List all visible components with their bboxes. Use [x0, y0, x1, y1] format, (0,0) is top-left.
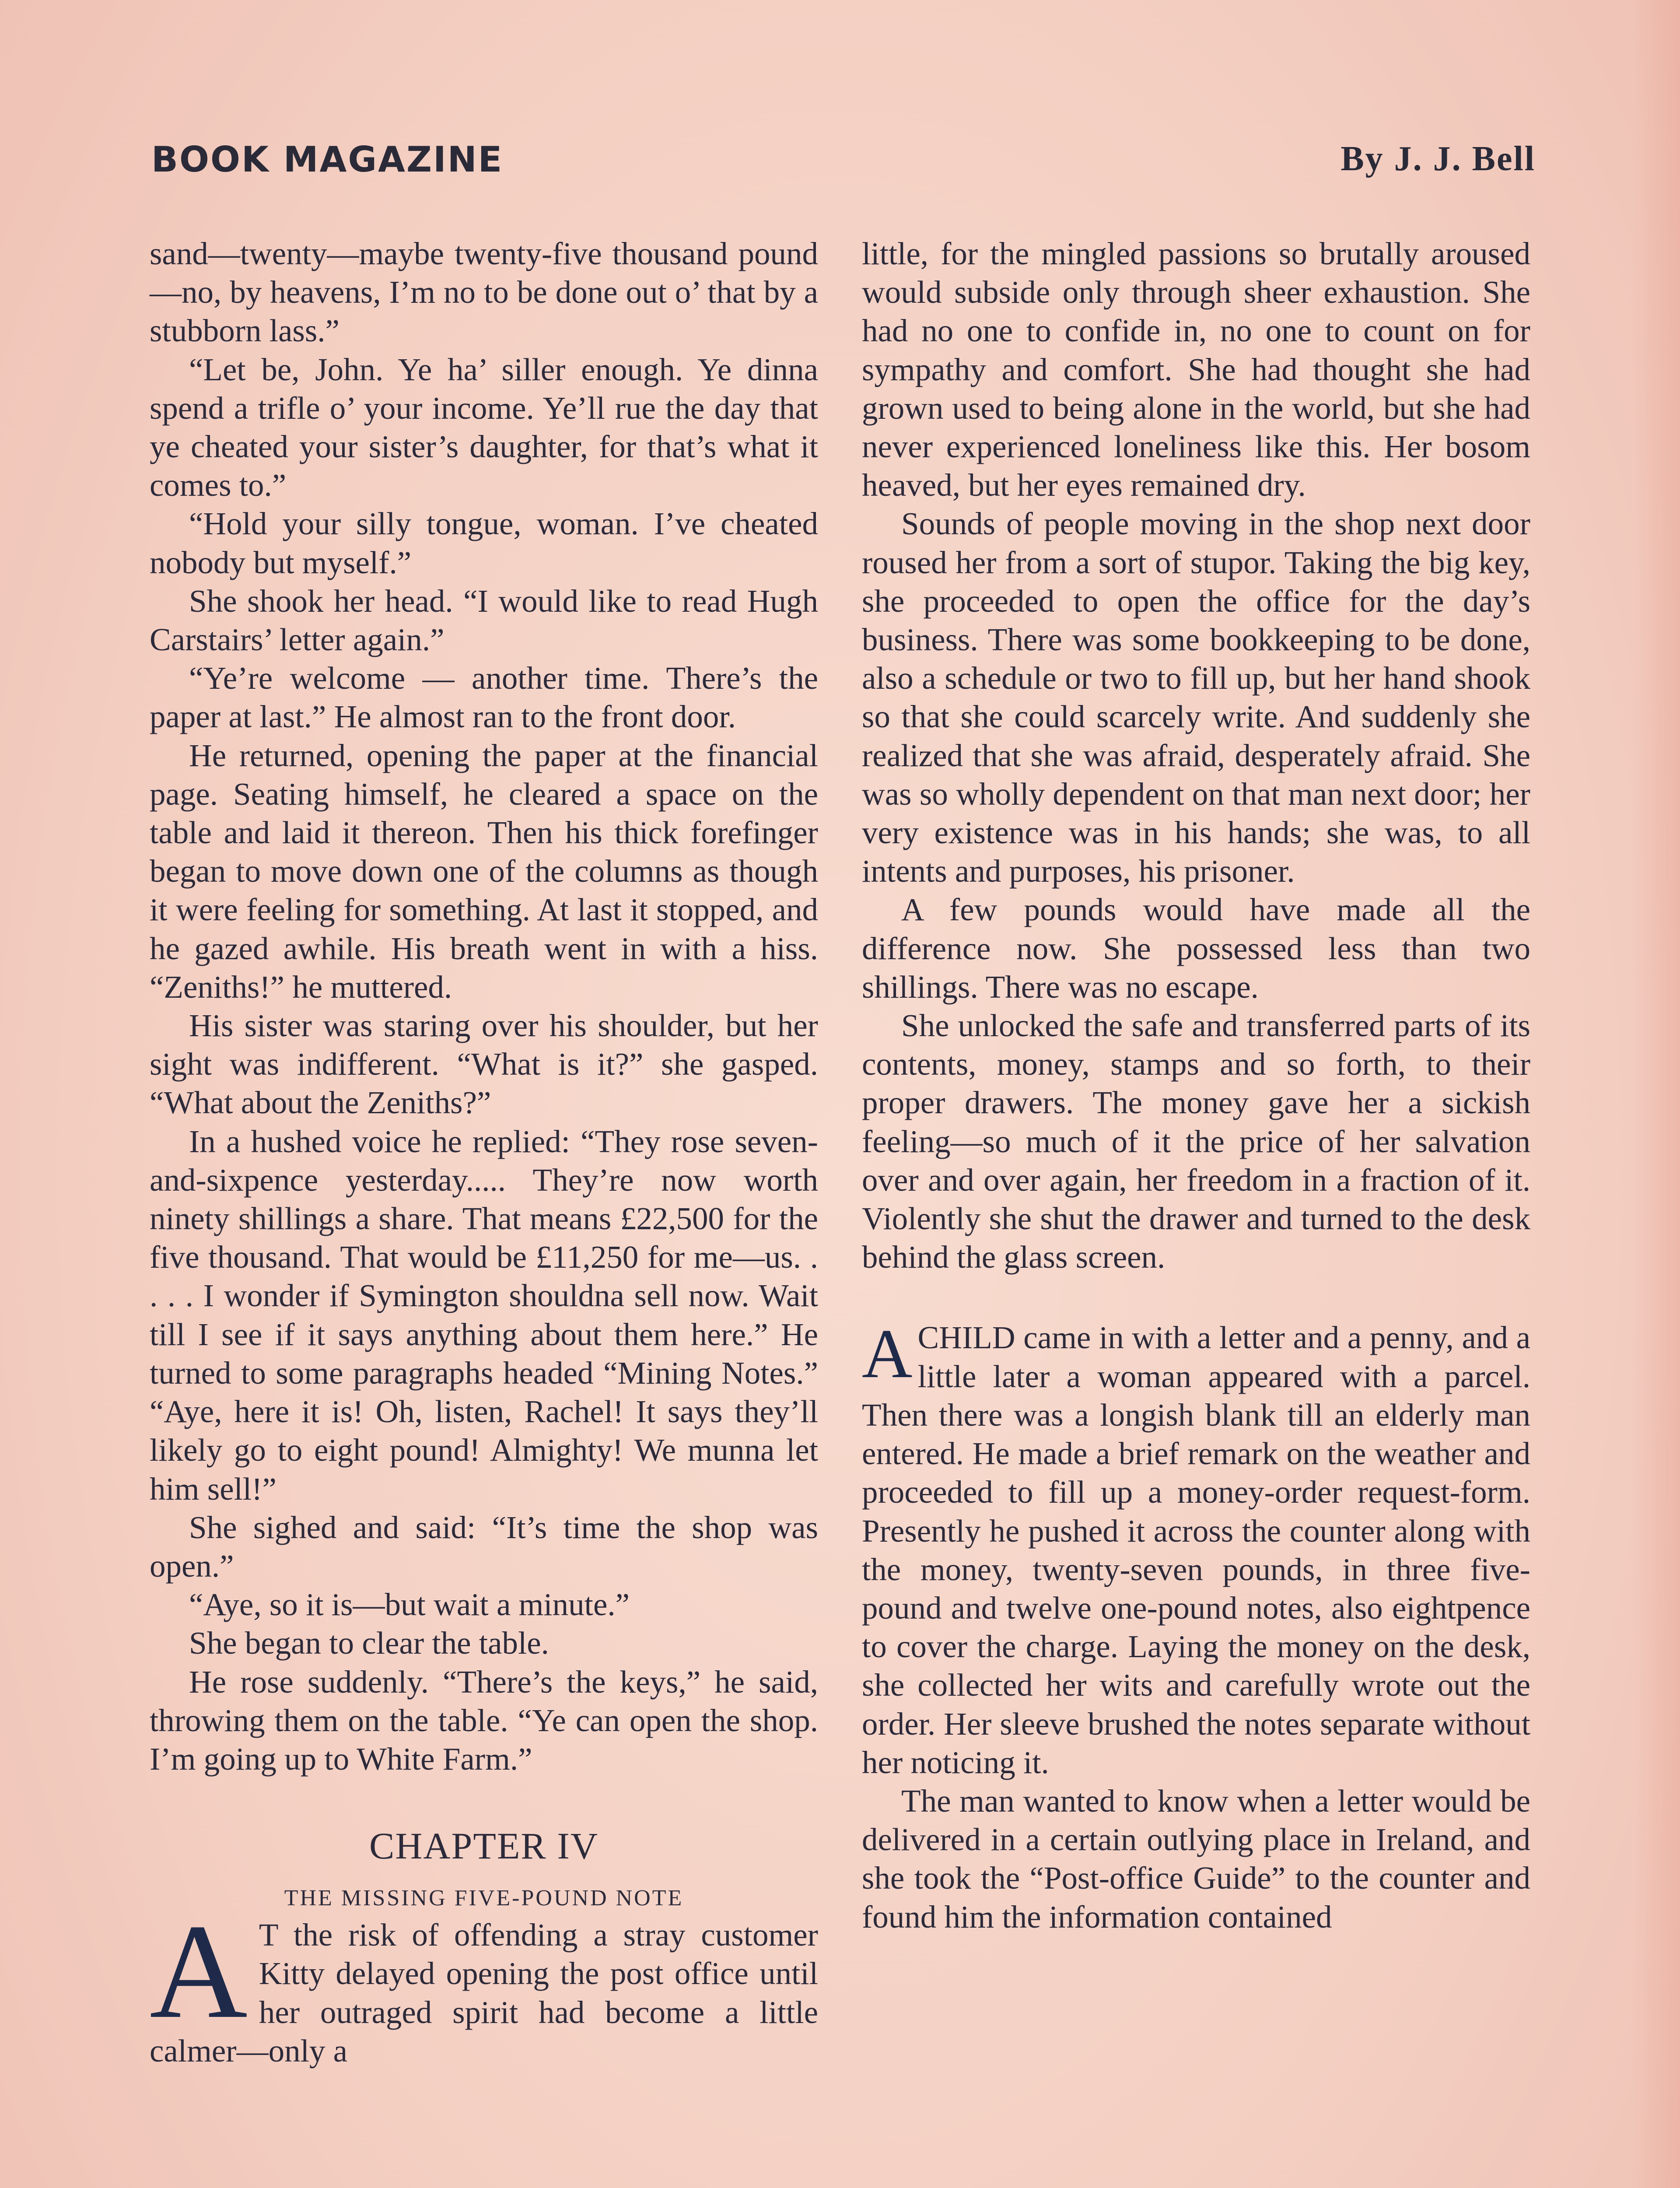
page-edge-shading [1632, 0, 1680, 2188]
chapter-subtitle: THE MISSING FIVE-POUND NOTE [284, 1886, 684, 1911]
section-break [862, 1276, 1530, 1318]
paragraph: She began to clear the table. [189, 1625, 549, 1661]
paragraph: She sighed and said: “It’s time the shop was open.” [150, 1509, 818, 1584]
paragraph: “Let be, John. Ye ha’ siller enough. Ye dinna spend a trifle o’ your income. Ye’ll rue the day that ye cheated your sister’s daughter, for that’s what it comes to.” [150, 351, 818, 503]
paragraph: In a hushed voice he replied: “They rose seven-and-sixpence yesterday..... They’re now worth ninety shillings a share. That means £22,500 for the five thousand. That would be £11,250 for me—us. . . . . I wonder if Symington shouldna sell now. Wait till I see if it says anything about them here.” He turned to some paragraphs headed “Mining Notes.” “Aye, here it is! Oh, listen, Rachel! It says they’ll likely go to eight pound! Almighty! We munna let him sell!” [150, 1123, 818, 1507]
paragraph: “Hold your silly tongue, woman. I’ve cheated nobody but myself.” [150, 506, 818, 580]
section-opening-paragraph [862, 1315, 1530, 1781]
right-column [862, 235, 1530, 1936]
chapter-opening-text: T the risk of offending a stray customer Kitty delayed opening the post office until her outraged spirit had become a little calmer—only a [150, 1917, 818, 2069]
paragraph: little, for the mingled passions so brutally aroused would subside only through sheer exhaustion. She had no one to confide in, no one to count on for sympathy and comfort. She had thought she had grown used to being alone in the world, but she had never experienced loneliness like this. Her bosom heaved, but her eyes remained dry. [862, 236, 1530, 503]
paragraph: She shook her head. “I would like to read Hugh Carstairs’ letter again.” [150, 583, 818, 658]
paragraph: He returned, opening the paper at the financial page. Seating himself, he cleared a space on the table and laid it thereon. Then his thick forefinger began to move down one of the columns as though it were feeling for something. At last it stopped, and he gazed awhile. His breath went in with a hiss. “Zeniths!” he muttered. [150, 737, 818, 1005]
paragraph: She unlocked the safe and transferred parts of its contents, money, stamps and so forth, to their proper drawers. The money gave her a sickish feeling—so much of it the price of her salvation over and over again, her freedom in a fraction of it. Violently she shut the drawer and turned to the desk behind the glass screen. [862, 1008, 1530, 1275]
drop-cap: A [862, 1315, 913, 1393]
paragraph: “Ye’re welcome — another time. There’s the paper at last.” He almost ran to the front door. [150, 660, 818, 735]
left-column [150, 235, 818, 2070]
paragraph: The man wanted to know when a letter would be delivered in a certain outlying place in Ireland, and she took the “Post-office Guide” to the counter and found him the information contained [862, 1783, 1530, 1935]
section-opening-text: CHILD came in with a letter and a penny, and a little later a woman appeared with a parcel. Then there was a longish blank till an elderly man entered. He made a brief remark on the weather and proceeded to fill up a money-order request-form. Presently he pushed it across the counter along with the money, twenty-seven pounds, in three five-pound and twelve one-pound notes, also eightpence to cover the charge. Laying the money on the desk, she collected her wits and carefully wrote out the order. Her sleeve brushed the notes separate without her noticing it. [862, 1320, 1530, 1780]
drop-cap: A [150, 1897, 248, 2047]
magazine-title: BOOK MAGAZINE [151, 139, 504, 180]
paragraph: His sister was staring over his shoulder, but her sight was indifferent. “What is it?” she gasped. “What about the Zeniths?” [150, 1008, 818, 1121]
chapter-title: CHAPTER IV [369, 1825, 599, 1867]
running-header [151, 139, 1536, 187]
paragraph: He rose suddenly. “There’s the keys,” he said, throwing them on the table. “Ye can open the shop. I’m going up to White Farm.” [150, 1664, 818, 1777]
paragraph: Sounds of people moving in the shop next door roused her from a sort of stupor. Taking the big key, she proceeded to open the office for the day’s business. There was some bookkeeping to be done, also a schedule or two to fill up, but her hand shook so that she could scarcely write. And suddenly she realized that she was afraid, desperately afraid. She was so wholly dependent on that man next door; her very existence was in his hands; she was, to all intents and purposes, his prisoner. [862, 506, 1530, 889]
paragraph: “Aye, so it is—but wait a minute.” [189, 1587, 630, 1623]
paragraph: sand—twenty—maybe twenty-five thousand pound—no, by heavens, I’m no to be done out o’ that by a stubborn lass.” [150, 236, 818, 349]
author-byline: By J. J. Bell [1340, 140, 1536, 178]
paragraph: A few pounds would have made all the difference now. She possessed less than two shillings. There was no escape. [862, 892, 1530, 1005]
